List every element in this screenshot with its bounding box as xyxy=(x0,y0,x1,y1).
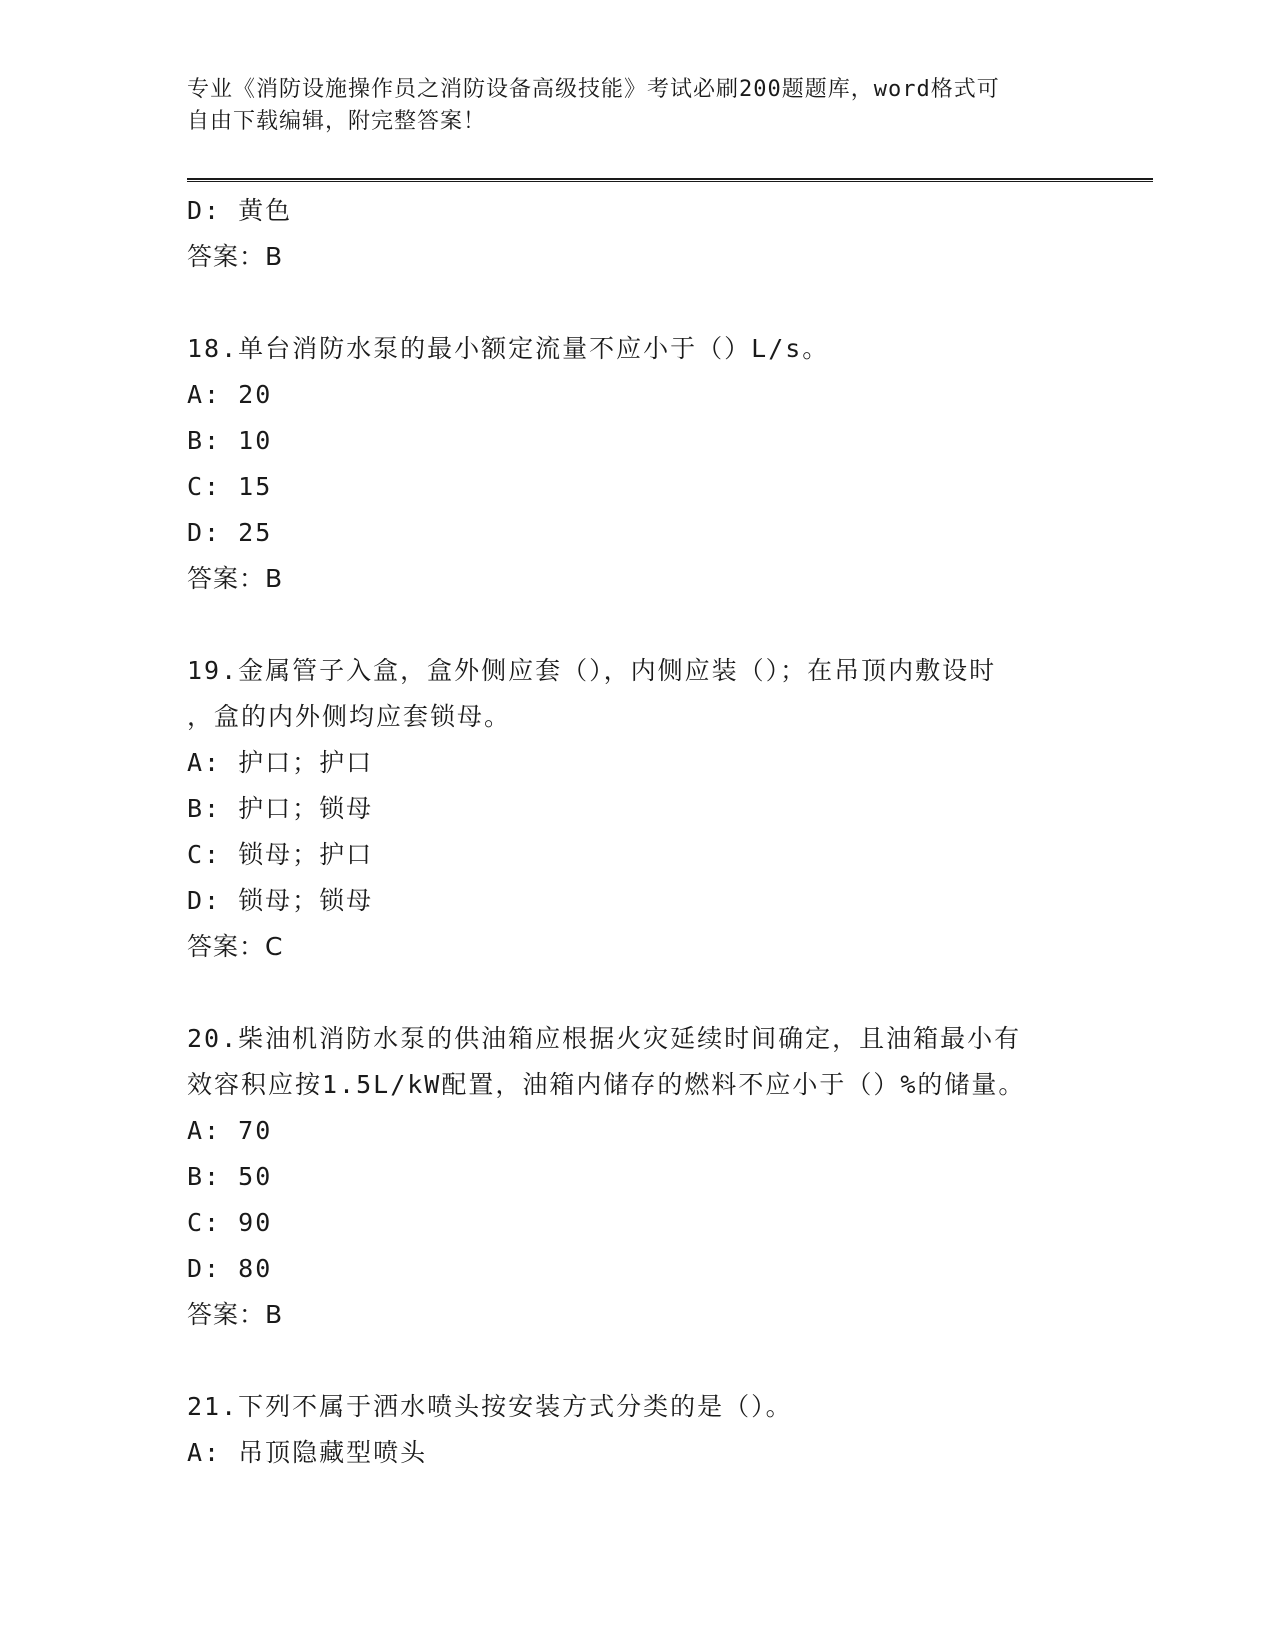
question-list xyxy=(187,188,1087,1476)
option-b: B: 50 xyxy=(187,1162,273,1191)
question-21 xyxy=(187,1384,1087,1476)
option-c: C: 90 xyxy=(187,1208,273,1237)
question-20 xyxy=(187,1016,1087,1338)
option-a: A: 护口；护口 xyxy=(187,748,374,777)
option-a: A: 吊顶隐藏型喷头 xyxy=(187,1438,428,1467)
question-stem: 18.单台消防水泵的最小额定流量不应小于（）L/s。 xyxy=(187,334,830,363)
question-stem-line-2: 效容积应按1.5L/kW配置，油箱内储存的燃料不应小于（）%的储量。 xyxy=(187,1070,1026,1099)
header-line-2: 自由下载编辑，附完整答案！ xyxy=(187,109,487,134)
option-d: D: 锁母；锁母 xyxy=(187,886,374,915)
answer: 答案：C xyxy=(187,932,284,961)
question-19 xyxy=(187,648,1087,970)
option-b: B: 护口；锁母 xyxy=(187,794,374,823)
option-d: D: 黄色 xyxy=(187,196,293,225)
header-line-1: 专业《消防设施操作员之消防设备高级技能》考试必刷200题题库，word格式可 xyxy=(187,77,1000,102)
option-a: A: 70 xyxy=(187,1116,273,1145)
option-c: C: 锁母；护口 xyxy=(187,840,374,869)
answer: 答案：B xyxy=(187,564,284,593)
question-18 xyxy=(187,326,1087,602)
question-stem-line-1: 19.金属管子入盒，盒外侧应套（），内侧应装（）；在吊顶内敷设时 xyxy=(187,656,997,685)
header-divider xyxy=(187,178,1153,182)
question-stem-line-1: 20.柴油机消防水泵的供油箱应根据火灾延续时间确定，且油箱最小有 xyxy=(187,1024,1022,1053)
option-a: A: 20 xyxy=(187,380,273,409)
option-d: D: 25 xyxy=(187,518,273,547)
answer: 答案：B xyxy=(187,242,284,271)
option-c: C: 15 xyxy=(187,472,273,501)
option-d: D: 80 xyxy=(187,1254,273,1283)
spacer xyxy=(187,970,1087,1016)
option-b: B: 10 xyxy=(187,426,273,455)
question-stem-line-2: ，盒的内外侧均应套锁母。 xyxy=(187,702,512,731)
question-stem: 21.下列不属于洒水喷头按安装方式分类的是（）。 xyxy=(187,1392,793,1421)
answer: 答案：B xyxy=(187,1300,284,1329)
document-header xyxy=(187,74,1087,138)
spacer xyxy=(187,602,1087,648)
spacer xyxy=(187,280,1087,326)
spacer xyxy=(187,1338,1087,1384)
